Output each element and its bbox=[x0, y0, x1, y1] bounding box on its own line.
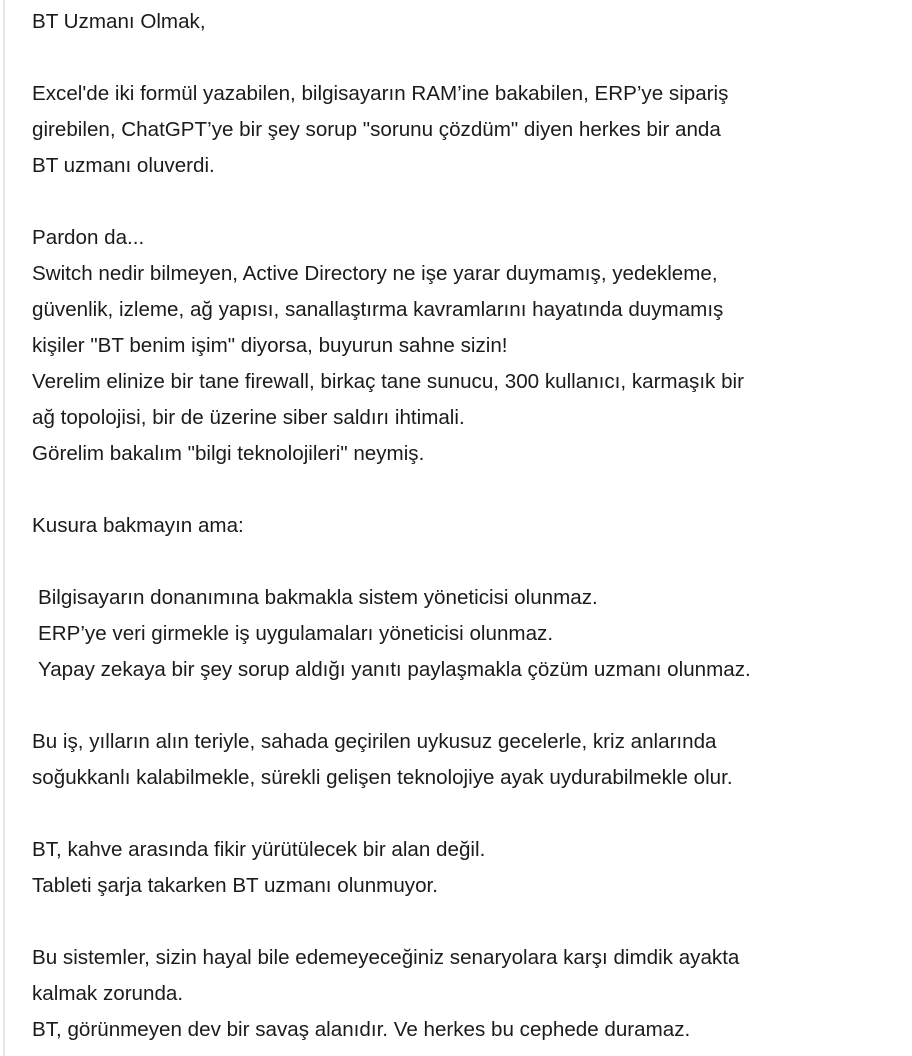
pardon-paragraph bbox=[32, 220, 908, 472]
blank-line bbox=[32, 472, 908, 508]
intro-paragraph bbox=[32, 76, 908, 184]
text-line: ağ topolojisi, bir de üzerine siber saldırı ihtimali. bbox=[32, 406, 465, 429]
text-line: BT, görünmeyen dev bir savaş alanıdır. Ve herkes bu cephede duramaz. bbox=[32, 1018, 691, 1041]
text-line: Switch nedir bilmeyen, Active Directory ne işe yarar duymamış, yedekleme, bbox=[32, 262, 718, 285]
text-line: Pardon da... bbox=[32, 226, 145, 249]
left-border-line bbox=[3, 0, 5, 1056]
blank-line bbox=[32, 184, 908, 220]
list-item: Bilgisayarın donanımına bakmakla sistem yöneticisi olunmaz. bbox=[38, 586, 598, 609]
text-line: BT, kahve arasında fikir yürütülecek bir alan değil. bbox=[32, 838, 486, 861]
text-line: Bu iş, yılların alın teriyle, sahada geçirilen uykusuz gecelerle, kriz anlarında bbox=[32, 730, 717, 753]
text-line: kalmak zorunda. bbox=[32, 982, 184, 1005]
blank-line bbox=[32, 40, 908, 76]
text-line: Görelim bakalım "bilgi teknolojileri" neymiş. bbox=[32, 442, 425, 465]
text-line: girebilen, ChatGPT’ye bir şey sorup "sorunu çözdüm" diyen herkes bir anda bbox=[32, 118, 721, 141]
text-line: Tableti şarja takarken BT uzmanı olunmuyor. bbox=[32, 874, 438, 897]
blank-line bbox=[32, 904, 908, 940]
document-title: BT Uzmanı Olmak, bbox=[32, 10, 206, 33]
text-line: BT uzmanı oluverdi. bbox=[32, 154, 215, 177]
text-line: güvenlik, izleme, ağ yapısı, sanallaştırma kavramlarını hayatında duymamış bbox=[32, 298, 724, 321]
effort-paragraph bbox=[32, 724, 908, 796]
text-line: Kusura bakmayın ama: bbox=[32, 514, 244, 537]
text-line: Excel'de iki formül yazabilen, bilgisayarın RAM’ine bakabilen, ERP’ye sipariş bbox=[32, 82, 729, 105]
blank-line bbox=[32, 688, 908, 724]
list-item: Yapay zekaya bir şey sorup aldığı yanıtı paylaşmakla çözüm uzmanı olunmaz. bbox=[38, 658, 751, 681]
text-line: soğukkanlı kalabilmekle, sürekli gelişen teknolojiye ayak uydurabilmekle olur. bbox=[32, 766, 733, 789]
text-line: Verelim elinize bir tane firewall, birkaç tane sunucu, 300 kullanıcı, karmaşık bir bbox=[32, 370, 744, 393]
blank-line bbox=[32, 796, 908, 832]
coffee-paragraph bbox=[32, 832, 908, 904]
closing-paragraph bbox=[32, 940, 908, 1048]
statement-list bbox=[32, 580, 908, 688]
document-body bbox=[32, 4, 908, 1048]
list-item: ERP’ye veri girmekle iş uygulamaları yöneticisi olunmaz. bbox=[38, 622, 554, 645]
blank-line bbox=[32, 544, 908, 580]
text-line: kişiler "BT benim işim" diyorsa, buyurun sahne sizin! bbox=[32, 334, 508, 357]
text-line: Bu sistemler, sizin hayal bile edemeyeceğiniz senaryolara karşı dimdik ayakta bbox=[32, 946, 740, 969]
